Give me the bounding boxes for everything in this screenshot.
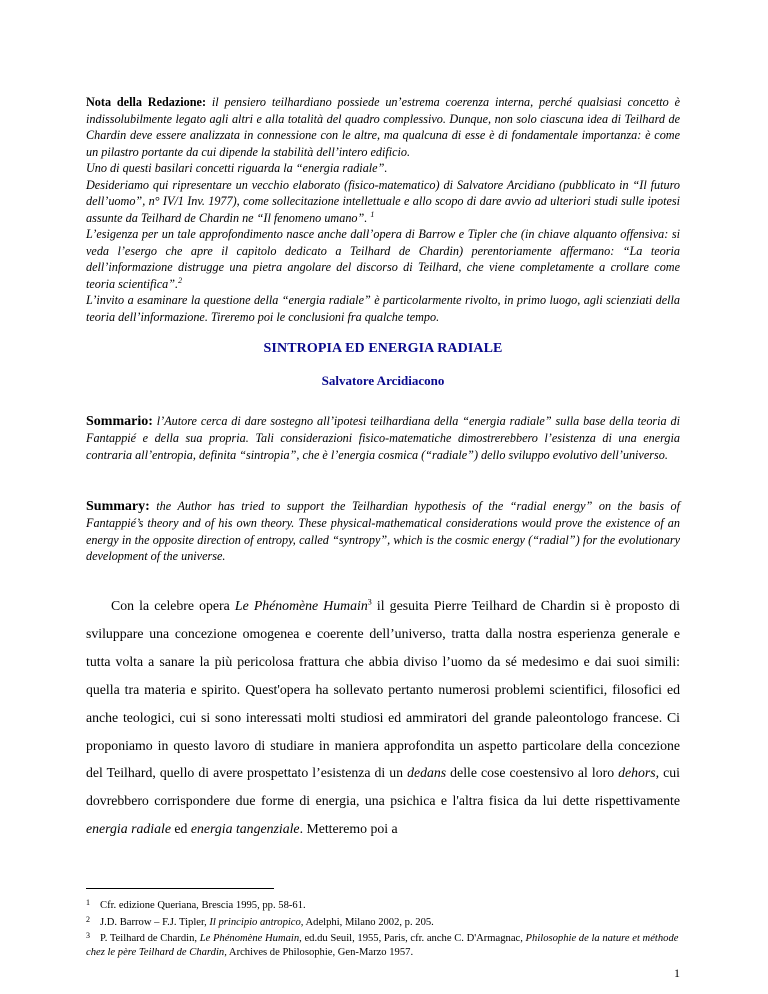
abstract-italian bbox=[86, 413, 680, 463]
summary-lead: Summary: bbox=[86, 499, 150, 514]
footnote-text: P. Teilhard de Chardin, bbox=[100, 933, 200, 945]
body-text-run: il gesuita Pierre Teilhard de Chardin si è proposto di sviluppare una concezione omogenea e coerente dell’universo, tratta dalla nostra esperienza generale e tutta volta a sanare la più pericolosa frattura che abbia diviso l’uomo da sé medesimo e dai suoi simili: quella tra materia e spirito. Quest'opera ha sollevato pertanto numerosi problemi scientifici, filosofici ed anche teologici, cui si sono interessati molti studiosi ed ammiratori del grande paleontologo francese. Ci proponiamo in questo lavoro di studiare in maniera approfondita un aspetto particolare della concezione del Teilhard, quello di avere prospettato l’esistenza di un bbox=[86, 598, 680, 781]
editorial-note bbox=[86, 94, 680, 325]
note-paragraph-1 bbox=[86, 94, 680, 160]
footnote-3 bbox=[86, 929, 680, 959]
footnote-text: J.D. Barrow – F.J. Tipler, bbox=[100, 916, 210, 928]
footnote-text: Cfr. edizione Queriana, Brescia 1995, pp. 58-61. bbox=[100, 900, 306, 911]
body-text-run: Con la celebre opera bbox=[111, 598, 235, 613]
footnote-number: 1 bbox=[86, 898, 90, 907]
footnote-ref-3[interactable]: 3 bbox=[367, 597, 372, 607]
summary-text: the Author has tried to support the Teilhardian hypothesis of the “radial energy” on the basis of Fantappié’s theory and of his own theory. These physical-mathematical considerations would prove the existence of an energy in the opposite direction of entropy, called “syntropy”, which is the cosmic energy (“radial”) for the evolutionary development of the universe. bbox=[86, 499, 680, 564]
note-paragraph-3 bbox=[86, 177, 680, 227]
sommario-text: l’Autore cerca di dare sostegno all’ipotesi teilhardiana della “energia radiale” sulla base della teoria di Fantappié e della sua propria. Tali considerazioni fisico-matematiche dimostrerebbero l’esistenza di una energia contraria all’entropia, definita “sintropia”, che è l’energia cosmica (“radiale”) dello sviluppo evolutivo dell’universo. bbox=[86, 414, 681, 462]
book-title: Le Phénomène Humain bbox=[234, 598, 368, 613]
body-text-run: delle cose coestensivo al loro bbox=[446, 765, 619, 781]
note-lead: Nota della Redazione: bbox=[86, 95, 207, 109]
note-paragraph-4 bbox=[86, 226, 680, 292]
footnote-book-title: Le Phénomène Humain bbox=[199, 933, 300, 945]
note-paragraph-5: L’invito a esaminare la questione della “energia radiale” è particolarmente rivolto, in primo luogo, agli scienziati della teoria dell’informazione. Tireremo poi le conclusioni fra qualche tempo. bbox=[86, 293, 680, 324]
term-dedans: dedans bbox=[407, 765, 447, 781]
note-text-1: il pensiero teilhardiano possiede un’estrema coerenza interna, perché qualsiasi concetto è indissolubilmente legato agli altri e alla totalità del quadro complessivo. Dunque, non solo ciascuna idea di Teilhard de Chardin deve essere analizzata in connessione con le altre, ma qualcuna di esse è di fondamentale importanza: è come un pilastro portante da cui dipende la stabilità dell’intero edificio. bbox=[86, 95, 680, 159]
footnote-2 bbox=[86, 913, 680, 930]
footnote-text: Adelphi, Milano 2002, p. 205. bbox=[303, 916, 434, 928]
footnote-ref-1[interactable]: 1 bbox=[370, 209, 375, 219]
term-dehors: dehors, bbox=[618, 765, 660, 781]
footnote-book-title: Il principio antropico, bbox=[209, 916, 304, 928]
term-energia-radiale: energia radiale bbox=[86, 821, 171, 837]
footnote-ref-2[interactable]: 2 bbox=[178, 275, 183, 285]
body-text-run: ed bbox=[170, 821, 191, 837]
term-energia-tangenziale: energia tangenziale bbox=[190, 821, 300, 837]
body-text-run: cui dovrebbero corrispondere due forme di energia, una psichica e l'altra fisica da lui dette rispettivamente bbox=[86, 765, 680, 809]
note-text-4: L’esigenza per un tale approfondimento nasce anche dall’opera di Barrow e Tipler che (in chiave alquanto offensiva: si veda l’esergo che apre il capitolo dedicato a Teilhard de Chardin) perentoriamente affermano: “La teoria dell’informazione distrugge una pietra angolare del discorso di Teilhard, che viene completamente a crollare come teoria scientifica”. bbox=[86, 227, 680, 291]
footnote-book-title: Philosophie de la nature et méthode chez le père Teilhard de Chardin bbox=[86, 933, 679, 958]
abstract-english bbox=[86, 498, 680, 565]
body-text-run: . Metteremo poi a bbox=[299, 821, 398, 837]
footnote-text: , Archives de Philosophie, Gen-Marzo 1957. bbox=[224, 946, 414, 958]
body-paragraph bbox=[86, 592, 680, 843]
article-author: Salvatore Arcidiacono bbox=[321, 373, 445, 388]
footnote-number: 3 bbox=[86, 931, 90, 941]
body-text bbox=[86, 592, 680, 843]
footnote-1 bbox=[86, 896, 680, 913]
footnote-separator bbox=[86, 888, 274, 889]
note-text-3: Desideriamo qui ripresentare un vecchio elaborato (fisico-matematico) di Salvatore Arcidiano (pubblicato in “Il futuro dell’uomo”, n° IV/1 Inv. 1977), come sollecitazione intellettuale e allo scopo di dare avvio ad ulteriori studi sulle ipotesi assunte da Teilhard de Chardin ne “Il fenomeno umano”. bbox=[86, 177, 680, 225]
note-paragraph-2: Uno di questi basilari concetti riguarda la “energia radiale”. bbox=[86, 161, 388, 175]
article-title: SINTROPIA ED ENERGIA RADIALE bbox=[263, 341, 503, 356]
footnote-number: 2 bbox=[86, 914, 90, 924]
sommario-lead: Sommario: bbox=[86, 414, 153, 429]
page-number: 1 bbox=[674, 966, 680, 980]
footnote-text: , ed.du Seuil, 1955, Paris, cfr. anche C. D'Armagnac, bbox=[299, 933, 526, 945]
footnotes bbox=[86, 896, 680, 959]
